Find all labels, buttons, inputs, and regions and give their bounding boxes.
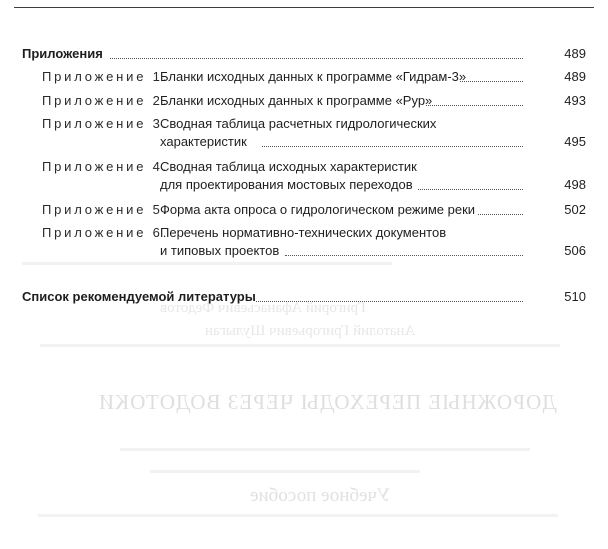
appendix-prefix: Приложение 2. <box>42 93 170 108</box>
appendix-title-line: характеристик <box>160 134 247 149</box>
dot-leader <box>262 146 523 147</box>
page-number: 506 <box>564 243 586 258</box>
appendix-prefix: Приложение 1. <box>42 69 170 84</box>
appendix-prefix: Приложение 3. <box>42 116 170 131</box>
page-number: 495 <box>564 134 586 149</box>
dot-leader <box>426 105 523 106</box>
section-title: Приложения <box>22 46 103 61</box>
appendix-title-line: Бланки исходных данных к программе «Гидрам-3» <box>160 69 467 84</box>
appendix-title-line: Бланки исходных данных к программе «Рур» <box>160 93 433 108</box>
section-title: Список рекомендуемой литературы <box>22 289 256 304</box>
appendix-prefix: Приложение 5. <box>42 202 170 217</box>
appendix-prefix: Приложение 6. <box>42 225 170 240</box>
page-number: 498 <box>564 177 586 192</box>
appendix-title-line: и типовых проектов <box>160 243 280 258</box>
appendix-title-line: Сводная таблица исходных характеристик <box>160 159 417 174</box>
appendix-title-line: для проектирования мостовых переходов <box>160 177 413 192</box>
dot-leader <box>110 58 523 59</box>
page-number: 489 <box>564 69 586 84</box>
appendix-title-line: Перечень нормативно-технических документов <box>160 225 447 240</box>
appendix-prefix: Приложение 4. <box>42 159 170 174</box>
ghost-subtitle: Учебное пособие <box>250 485 391 506</box>
dot-leader <box>256 301 523 302</box>
dot-leader <box>478 214 523 215</box>
page-number: 510 <box>564 289 586 304</box>
page-number: 493 <box>564 93 586 108</box>
appendix-title-line: Форма акта опроса о гидрологическом режиме реки <box>160 202 476 217</box>
dot-leader <box>460 81 523 82</box>
page-number: 489 <box>564 46 586 61</box>
ghost-author-2: Анатолий Григорьевич Шулыган <box>205 323 416 339</box>
appendix-title-line: Сводная таблица расчетных гидрологических <box>160 116 437 131</box>
ghost-book-title: ДОРОЖНЫЕ ПЕРЕХОДЫ ЧЕРЕЗ ВОДОТОКИ <box>98 390 557 414</box>
page-number: 502 <box>564 202 586 217</box>
dot-leader <box>285 255 523 256</box>
dot-leader <box>418 189 523 190</box>
ghost-author-1: Григорий Афанасьевич Федотов <box>160 300 366 316</box>
